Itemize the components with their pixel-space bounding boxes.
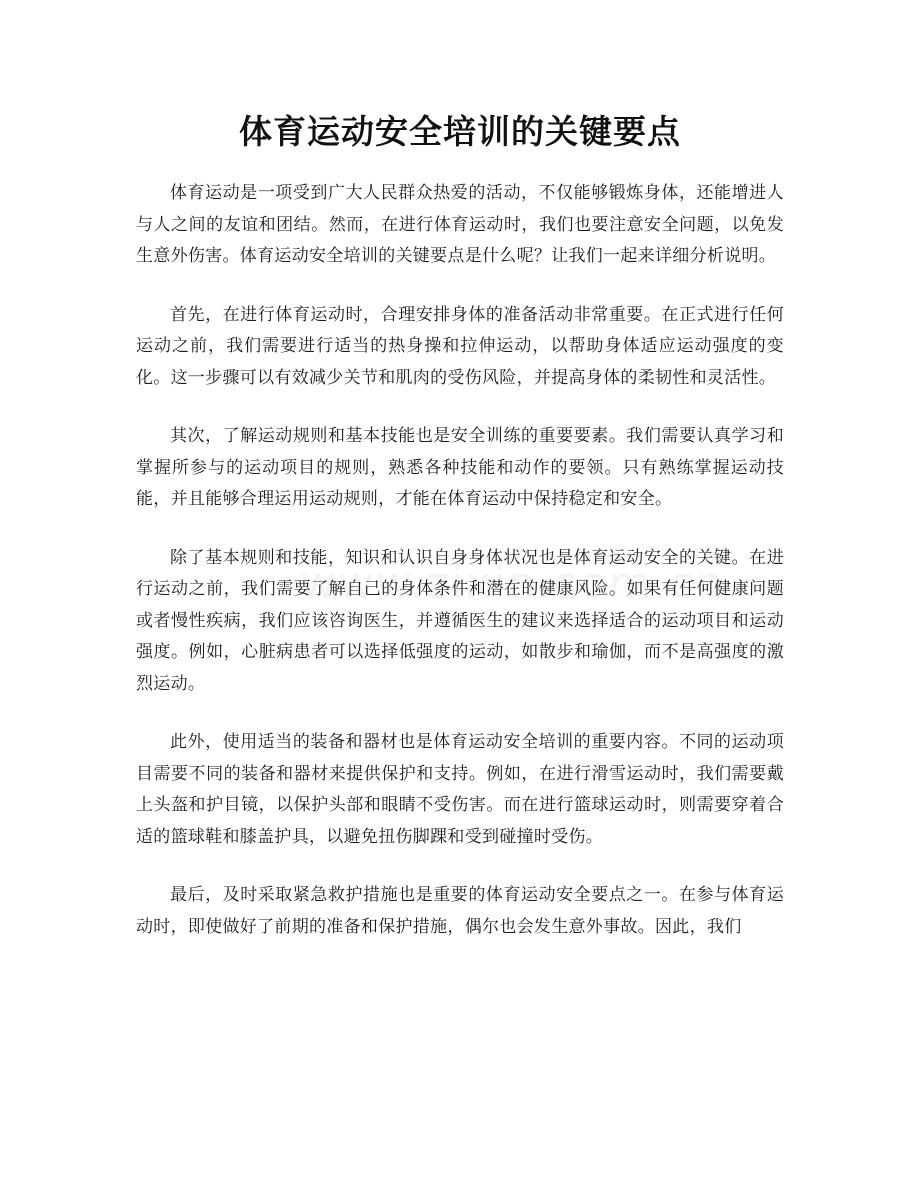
document-body: [136, 178, 784, 970]
paragraph-first-aid: 最后，及时采取紧急救护措施也是重要的体育运动安全要点之一。在参与体育运动时，即使做好了前期的准备和保护措施，偶尔也会发生意外事故。因此，我们: [136, 885, 784, 937]
paragraph-intro: 体育运动是一项受到广大人民群众热爱的活动，不仅能够锻炼身体，还能增进人与人之间的友谊和团结。然而，在进行体育运动时，我们也要注意安全问题，以免发生意外伤害。体育运动安全培训的关键要点是什么呢？让我们一起来详细分析说明。: [136, 183, 784, 266]
paragraph-body-condition: 除了基本规则和技能，知识和认识自身身体状况也是体育运动安全的关键。在进行运动之前，我们需要了解自己的身体条件和潜在的健康风险。如果有任何健康问题或者慢性疾病，我们应该咨询医生，并遵循医生的建议来选择适合的运动项目和运动强度。例如，心脏病患者可以选择低强度的运动，如散步和瑜伽，而不是高强度的激烈运动。: [136, 547, 784, 694]
page-title: 体育运动安全培训的关键要点: [239, 112, 681, 151]
paragraph-equipment: 此外，使用适当的装备和器材也是体育运动安全培训的重要内容。不同的运动项目需要不同的装备和器材来提供保护和支持。例如，在进行滑雪运动时，我们需要戴上头盔和护目镜，以保护头部和眼睛不受伤害。而在进行篮球运动时，则需要穿着合适的篮球鞋和膝盖护具，以避免扭伤脚踝和受到碰撞时受伤。: [136, 732, 784, 847]
paragraph-warmup: 首先，在进行体育运动时，合理安排身体的准备活动非常重要。在正式进行任何运动之前，我们需要进行适当的热身操和拉伸运动，以帮助身体适应运动强度的变化。这一步骤可以有效减少关节和肌肉的受伤风险，并提高身体的柔韧性和灵活性。: [136, 304, 784, 388]
paragraph-rules-skills: 其次，了解运动规则和基本技能也是安全训练的重要要素。我们需要认真学习和掌握所参与的运动项目的规则，熟悉各种技能和动作的要领。只有熟练掌握运动技能，并且能够合理运用运动规则，才能在体育运动中保持稳定和安全。: [136, 426, 784, 509]
